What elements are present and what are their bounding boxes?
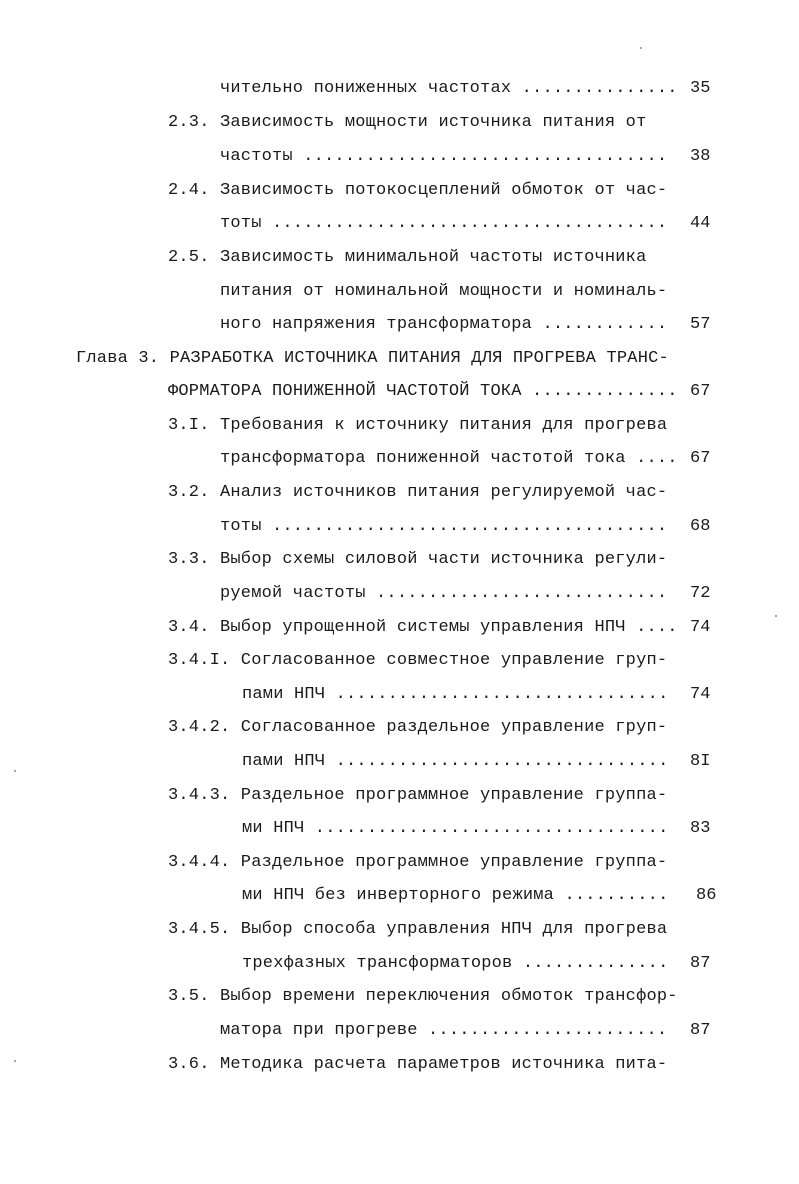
toc-entry-heading: 2.5. Зависимость минимальной частоты источника [168, 248, 647, 267]
toc-entry-heading: 2.4. Зависимость потокосцеплений обмоток от час- [168, 181, 668, 200]
page-number: 44 [690, 214, 711, 233]
page-number: 68 [690, 517, 711, 536]
toc-line: тоты ...................................... [220, 517, 668, 536]
toc-line: матора при прогреве ....................... [220, 1021, 668, 1040]
page-number: 8I [690, 752, 711, 771]
toc-entry-heading: 3.I. Требования к источнику питания для прогрева [168, 416, 668, 435]
toc-entry-heading: 3.4.5. Выбор способа управления НПЧ для прогрева [168, 920, 668, 939]
toc-entry-heading: 3.4.4. Раздельное программное управление группа- [168, 853, 668, 872]
scan-speck [640, 47, 642, 49]
toc-line: руемой частоты ............................ [220, 584, 668, 603]
page-number: 38 [690, 147, 711, 166]
toc-line: питания от номинальной мощности и номиналь- [220, 282, 668, 301]
toc-entry-heading: 3.3. Выбор схемы силовой части источника регули- [168, 550, 668, 569]
toc-entry-heading: 3.4.3. Раздельное программное управление группа- [168, 786, 668, 805]
toc-line: ФОРМАТОРА ПОНИЖЕННОЙ ЧАСТОТОЙ ТОКА .............. [168, 382, 678, 401]
scan-speck [14, 1060, 16, 1062]
page-number: 67 [690, 449, 711, 468]
page-number: 86 [696, 886, 717, 905]
page-number: 87 [690, 1021, 711, 1040]
page-number: 83 [690, 819, 711, 838]
page-number: 87 [690, 954, 711, 973]
toc-entry-heading: 3.4.I. Согласованное совместное управление груп- [168, 651, 668, 670]
toc-line: частоты ................................... [220, 147, 668, 166]
toc-entry-heading: 3.5. Выбор времени переключения обмоток трансфор- [168, 987, 678, 1006]
toc-entry-heading: 2.3. Зависимость мощности источника питания от [168, 113, 647, 132]
toc-line: пами НПЧ ................................ [242, 752, 669, 771]
scan-speck [14, 770, 16, 772]
page-number: 74 [690, 618, 711, 637]
scan-speck [775, 615, 777, 617]
toc-entry-heading: 3.4. Выбор упрощенной системы управления НПЧ .... [168, 618, 678, 637]
toc-line: ми НПЧ .................................. [242, 819, 669, 838]
page-number: 72 [690, 584, 711, 603]
page-number: 57 [690, 315, 711, 334]
page-number: 74 [690, 685, 711, 704]
toc-entry-heading: 3.2. Анализ источников питания регулируемой час- [168, 483, 668, 502]
chapter-heading: Глава 3. РАЗРАБОТКА ИСТОЧНИКА ПИТАНИЯ ДЛЯ ПРОГРЕВА ТРАНС- [76, 349, 669, 368]
toc-entry-heading: 3.6. Методика расчета параметров источника пита- [168, 1055, 668, 1074]
toc-entry-heading: 3.4.2. Согласованное раздельное управление груп- [168, 718, 668, 737]
toc-line: тоты ...................................... [220, 214, 668, 233]
toc-line: ми НПЧ без инверторного режима .......... [242, 886, 669, 905]
toc-line: трехфазных трансформаторов .............. [242, 954, 669, 973]
toc-line: пами НПЧ ................................ [242, 685, 669, 704]
toc-line: чительно пониженных частотах ............... [220, 79, 678, 98]
page-number: 35 [690, 79, 711, 98]
toc-line: ного напряжения трансформатора ............ [220, 315, 668, 334]
page-number: 67 [690, 382, 711, 401]
toc-line: трансформатора пониженной частотой тока .... [220, 449, 678, 468]
